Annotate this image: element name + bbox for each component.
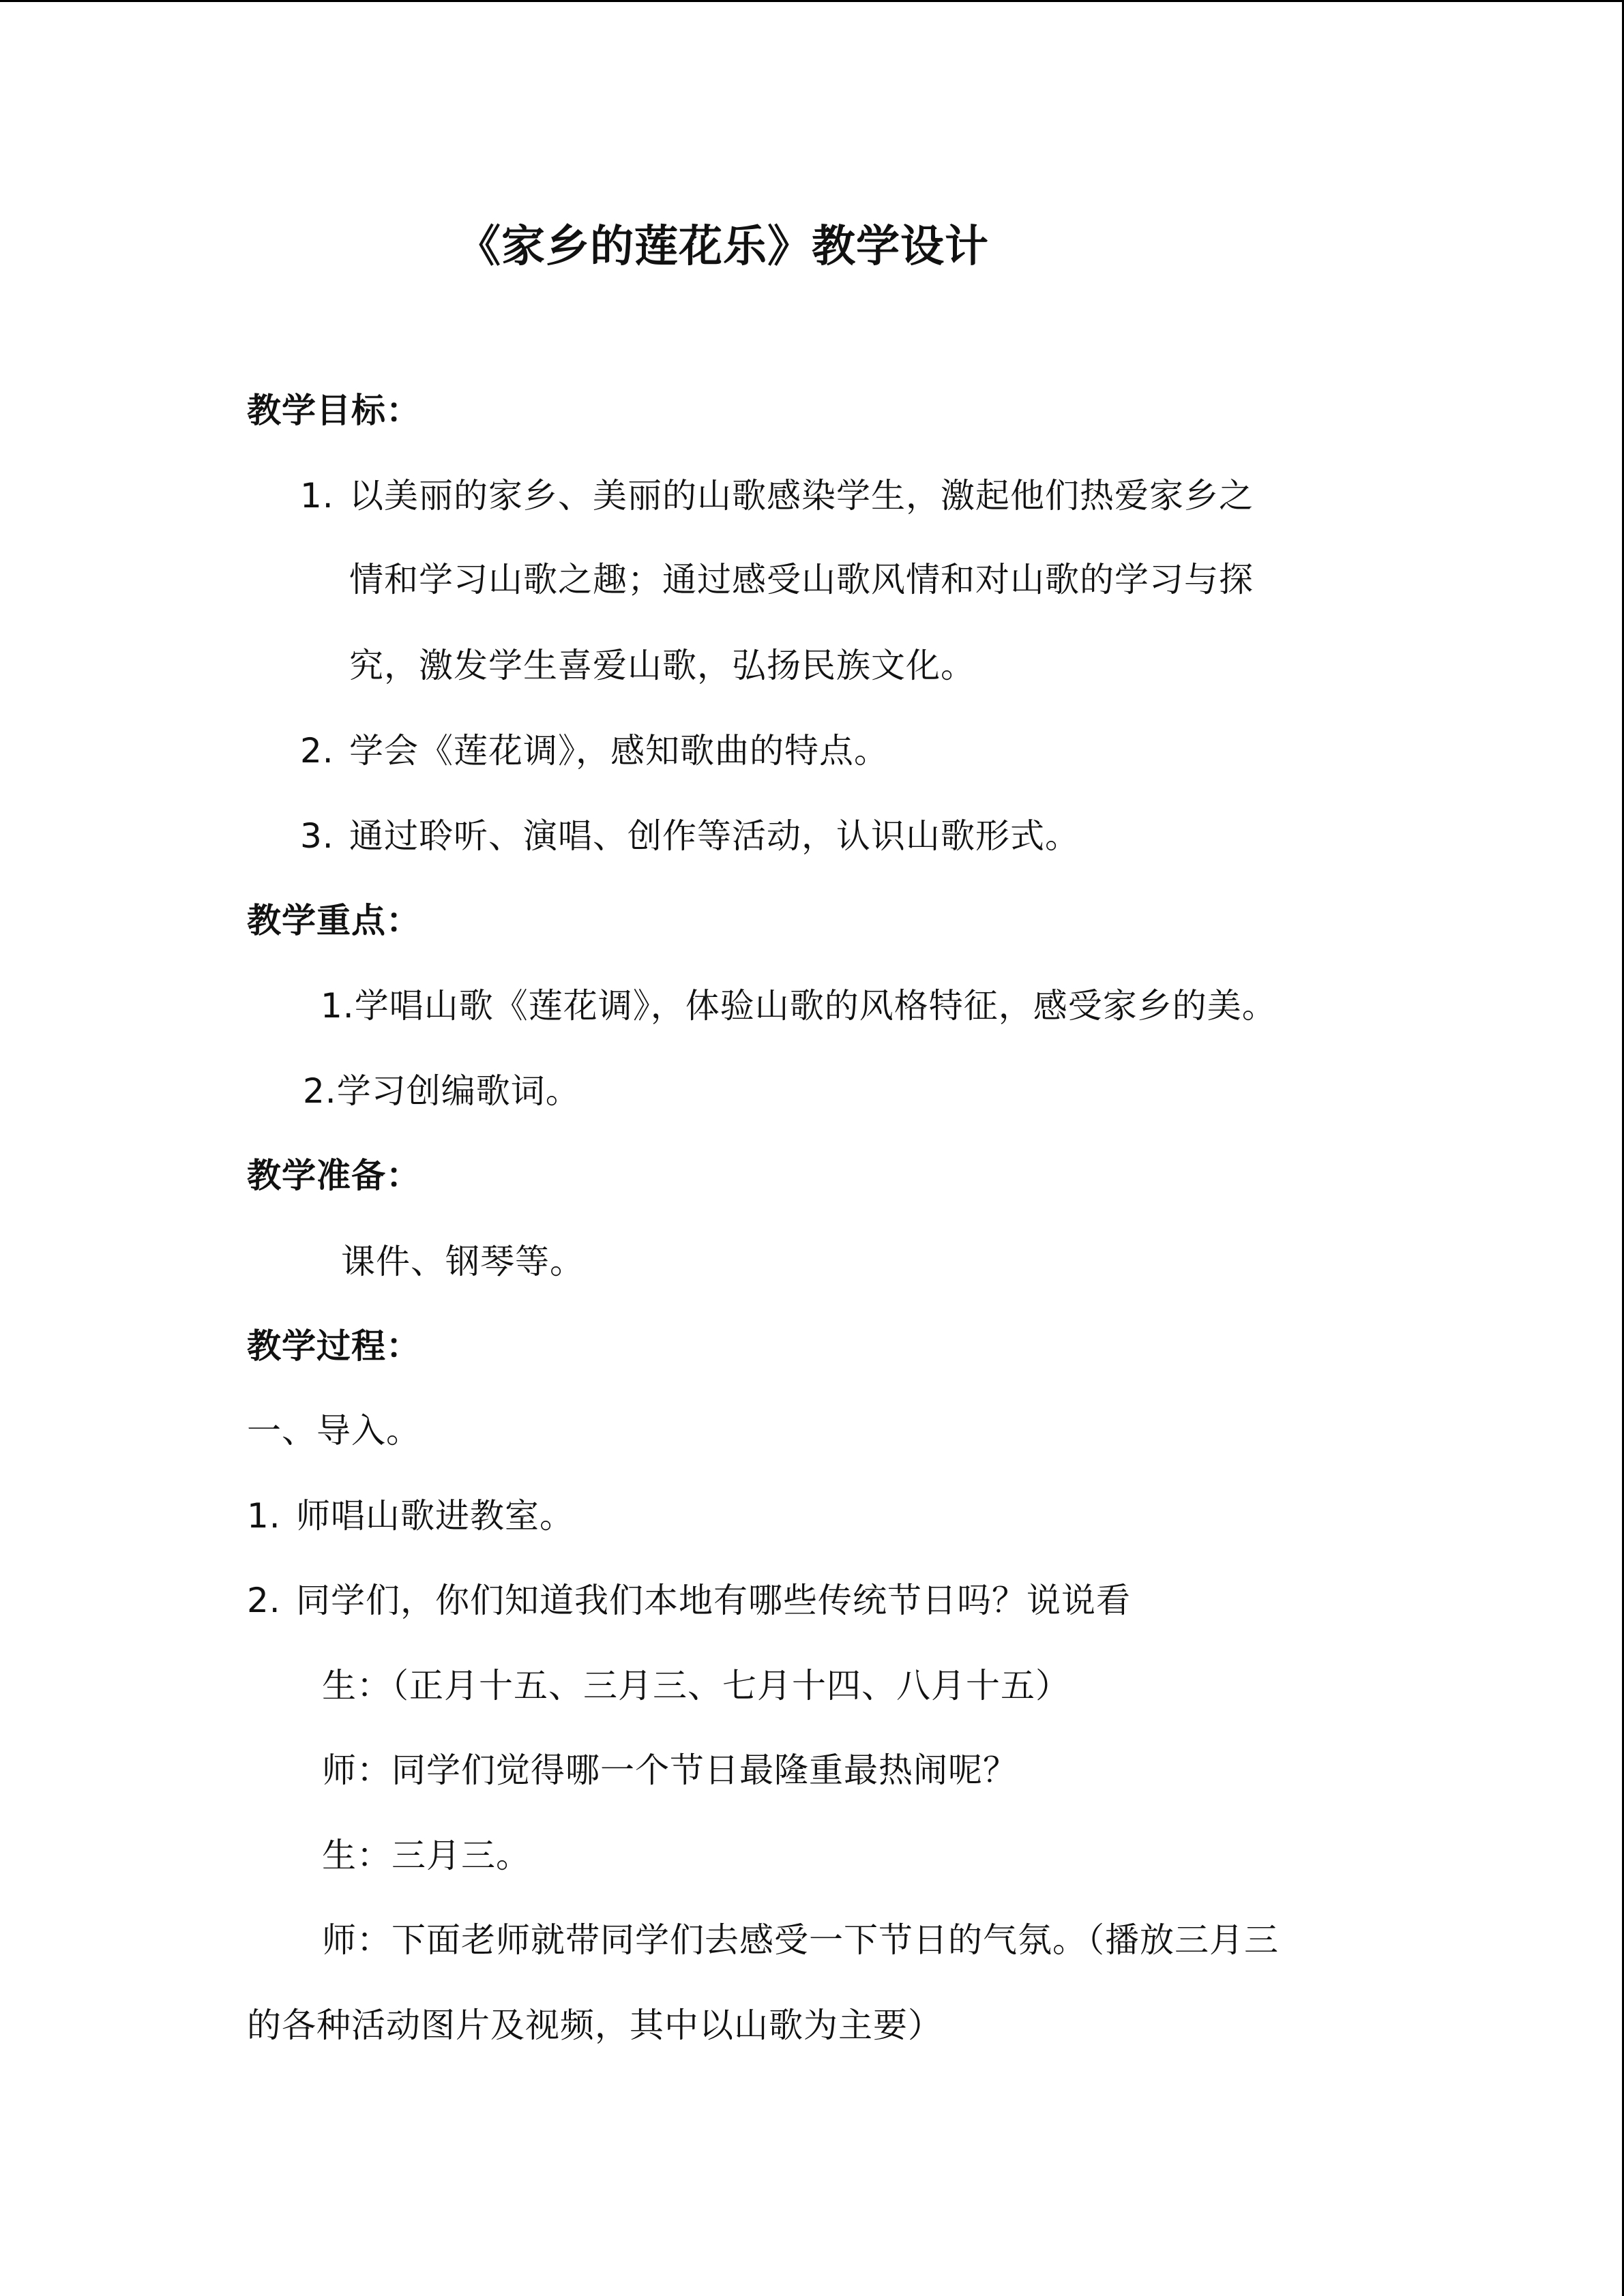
objective-item-3-number: 3.	[300, 816, 334, 856]
objective-item-1-line-2: 情和学习山歌之趣；通过感受山歌风情和对山歌的学习与探	[349, 560, 1254, 599]
key-point-2: 2.学习创编歌词。	[303, 1071, 580, 1111]
dialogue-line-1: 生：（正月十五、三月三、七月十四、八月十五）	[322, 1666, 1070, 1705]
objective-item-1-line-1	[300, 475, 1254, 516]
document-title: 《家乡的莲花乐》教学设计	[457, 222, 989, 272]
process-heading: 教学过程：	[247, 1326, 421, 1366]
process-step-text: 师唱山歌进教室。	[296, 1496, 574, 1536]
dialogue-line-4: 师：下面老师就带同学们去感受一下节日的气氛。（播放三月三	[322, 1920, 1279, 1960]
dialogue-line-2: 师：同学们觉得哪一个节日最隆重最热闹呢？	[322, 1750, 1018, 1790]
objectives-heading: 教学目标：	[247, 391, 421, 430]
process-step-text: 同学们，你们知道我们本地有哪些传统节日吗？说说看	[296, 1581, 1131, 1620]
objective-item-2	[300, 730, 889, 771]
objective-item-1-number: 1.	[300, 476, 334, 516]
process-step-2	[247, 1580, 1131, 1621]
objective-item-3	[300, 816, 1080, 856]
process-step-1	[247, 1495, 574, 1536]
preparation-heading: 教学准备：	[247, 1156, 421, 1195]
objective-item-1-line-3: 究，激发学生喜爱山歌，弘扬民族文化。	[349, 646, 975, 685]
process-step-2-number: 2.	[247, 1581, 281, 1620]
objective-text: 以美丽的家乡、美丽的山歌感染学生，激起他们热爱家乡之	[349, 476, 1254, 516]
dialogue-line-4-continuation: 的各种活动图片及视频，其中以山歌为主要）	[247, 2006, 943, 2045]
objective-item-2-number: 2.	[300, 731, 334, 771]
objective-text: 学会《莲花调》，感知歌曲的特点。	[349, 731, 889, 771]
objective-text: 通过聆听、演唱、创作等活动，认识山歌形式。	[349, 816, 1080, 856]
process-step-1-number: 1.	[247, 1496, 281, 1536]
preparation-text: 课件、钢琴等。	[341, 1242, 585, 1281]
key-points-heading: 教学重点：	[247, 901, 421, 940]
dialogue-line-3: 生：三月三。	[322, 1836, 531, 1875]
process-section-1: 一、导入。	[247, 1411, 421, 1450]
key-point-1: 1.学唱山歌《莲花调》，体验山歌的风格特征，感受家乡的美。	[321, 986, 1277, 1026]
